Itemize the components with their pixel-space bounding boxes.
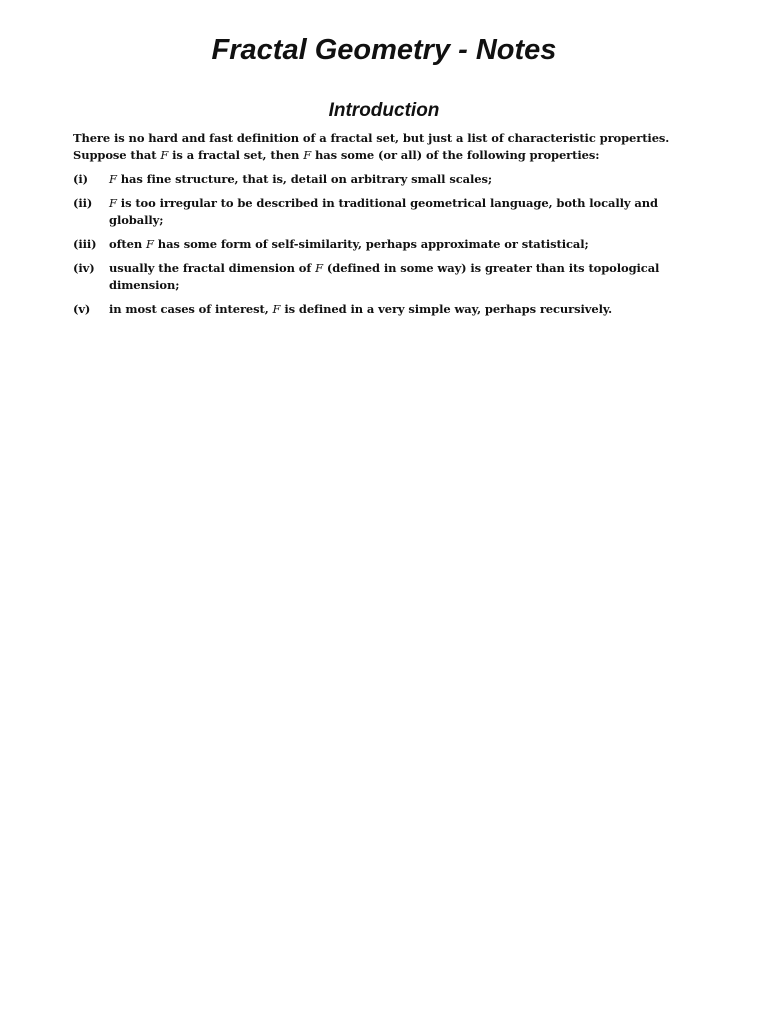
- list-marker: (i): [73, 172, 88, 186]
- list-text-post: has fine structure, that is, detail on arbitrary small scales;: [116, 172, 492, 186]
- list-item-text: [109, 301, 693, 318]
- list-marker: (ii): [73, 196, 93, 210]
- list-item: [73, 171, 693, 188]
- math-variable-f: F: [272, 302, 281, 316]
- math-variable-f: F: [109, 172, 117, 186]
- list-item: [73, 195, 693, 229]
- list-item: [73, 260, 693, 294]
- list-marker: (iv): [73, 261, 95, 275]
- math-variable-f: F: [303, 148, 312, 162]
- intro-text-b: is a fractal set, then: [168, 148, 304, 162]
- list-item: [73, 236, 693, 253]
- list-item-text: [109, 195, 693, 229]
- math-variable-f: F: [109, 196, 117, 210]
- list-item-text: [109, 260, 693, 294]
- list-marker: (iii): [73, 237, 97, 251]
- intro-text-a: Suppose that: [73, 148, 161, 162]
- math-variable-f: F: [146, 237, 154, 251]
- properties-list: [73, 171, 693, 325]
- document-title: Fractal Geometry - Notes: [211, 34, 557, 66]
- list-text-pre: often: [109, 237, 147, 251]
- list-text-post: (defined in some way) is greater than its topological dimension;: [109, 261, 660, 292]
- section-heading-introduction: Introduction: [328, 100, 440, 121]
- list-text-pre: in most cases of interest,: [109, 302, 273, 316]
- math-variable-f: F: [160, 148, 169, 162]
- intro-text-c: has some (or all) of the following properties:: [311, 148, 600, 162]
- list-item: [73, 301, 693, 318]
- intro-line-1: There is no hard and fast definition of a fractal set, but just a list of characteristic properties.: [73, 131, 670, 145]
- list-text-post: is too irregular to be described in traditional geometrical language, both locally and globally;: [109, 196, 658, 227]
- math-variable-f: F: [315, 261, 324, 275]
- list-item-text: [109, 171, 693, 188]
- list-item-text: [109, 236, 693, 253]
- list-marker: (v): [73, 302, 91, 316]
- list-text-pre: usually the fractal dimension of: [109, 261, 316, 275]
- intro-paragraph: [73, 130, 693, 164]
- intro-line-2: [73, 147, 693, 164]
- list-text-post: has some form of self-similarity, perhaps approximate or statistical;: [153, 237, 589, 251]
- list-text-post: is defined in a very simple way, perhaps recursively.: [280, 302, 613, 316]
